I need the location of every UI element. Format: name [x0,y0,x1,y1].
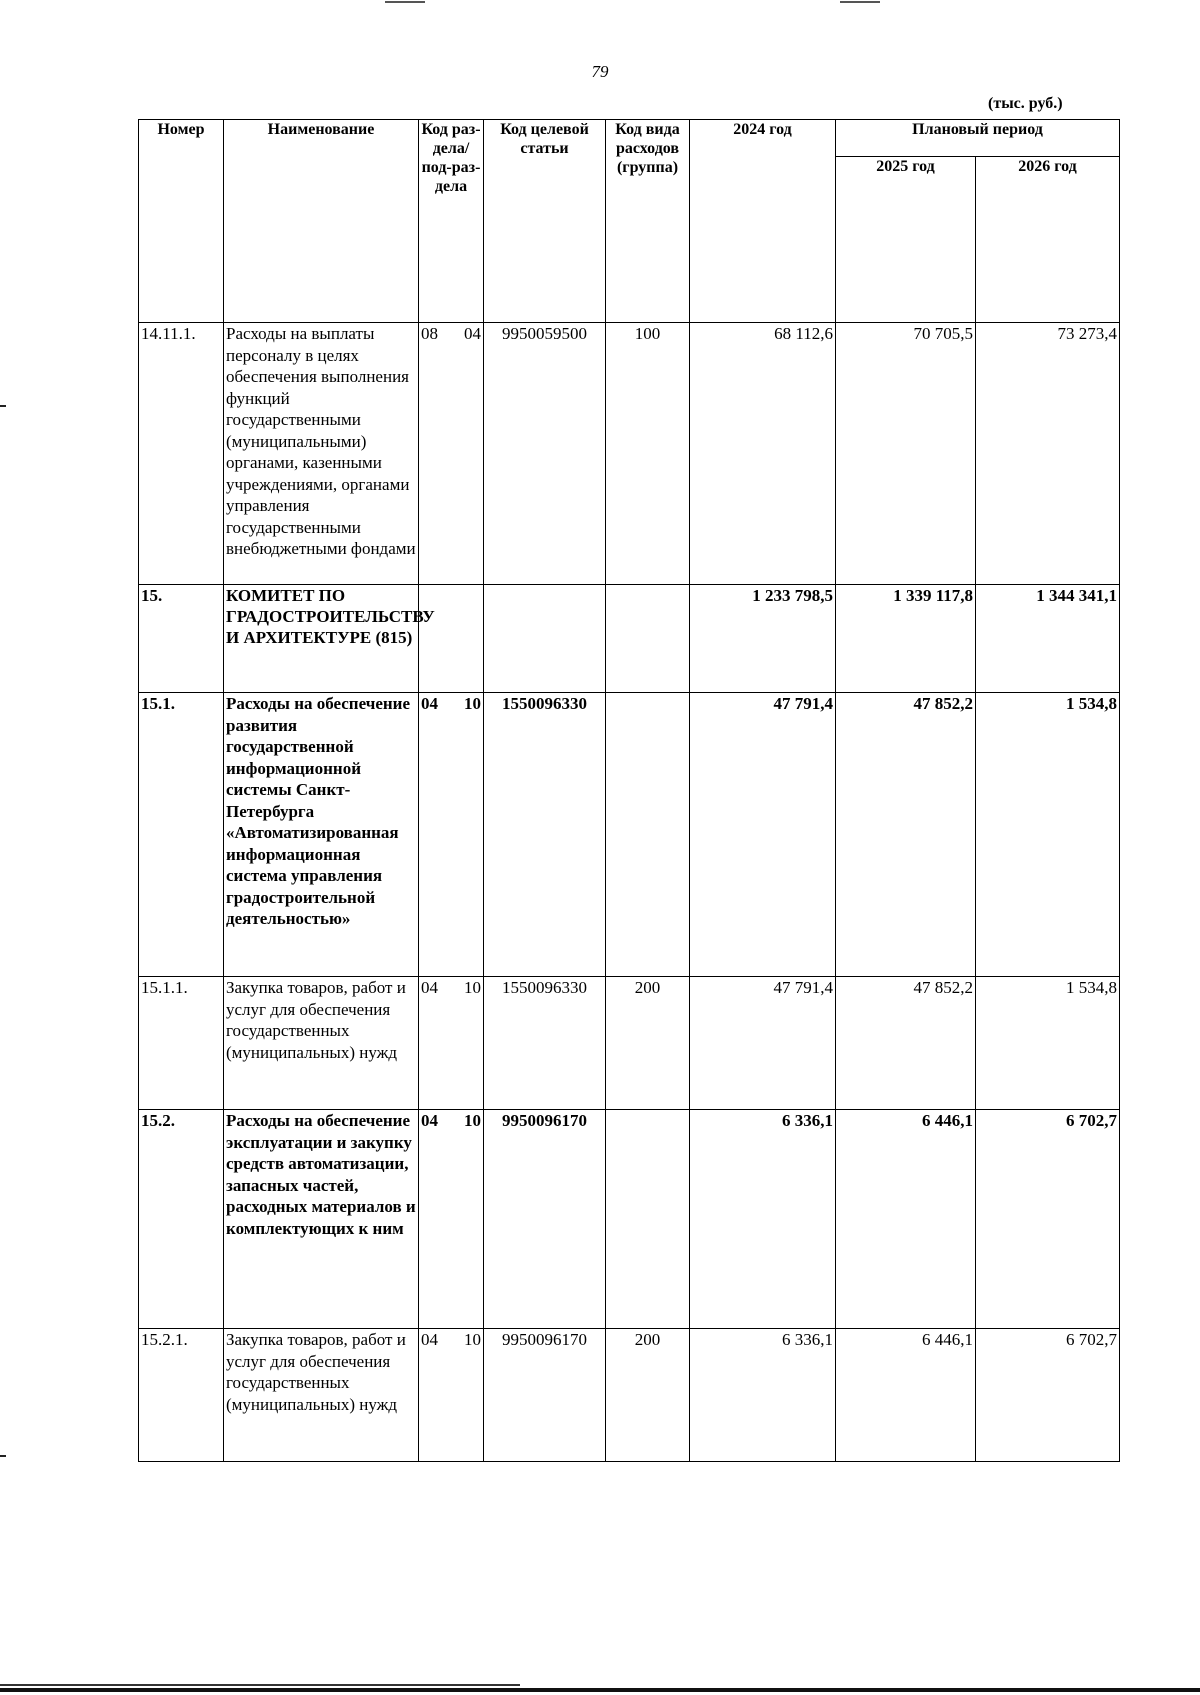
row-subsection: 10 [464,1330,481,1349]
header-row-1 [139,120,1120,157]
row-section: 08 [421,324,438,343]
header-year-2024: 2024 год [690,120,836,323]
row-value-2025: 70 705,5 [836,323,976,585]
row-value-2026: 1 534,8 [976,977,1120,1110]
row-section: 04 [421,1111,438,1130]
scan-edge-top [0,0,1200,6]
row-target-code [484,585,606,693]
row-target-code: 9950096170 [484,1110,606,1329]
row-section: 04 [421,694,438,713]
header-expense-type: Код вида расходов (группа) [606,120,690,323]
row-name: Расходы на обеспечение развития государственной информационной системы Санкт-Петербурга «Автоматизированная информационная система управления градостроительной деятельностью» [224,693,419,977]
row-section-code [419,1110,484,1329]
table-row [139,977,1120,1110]
row-expense-type [606,693,690,977]
row-name: Закупка товаров, работ и услуг для обеспечения государственных (муниципальных) нужд [224,1329,419,1462]
row-value-2026: 6 702,7 [976,1329,1120,1462]
row-value-2024: 47 791,4 [690,693,836,977]
row-subsection: 10 [464,978,481,997]
row-value-2025: 6 446,1 [836,1110,976,1329]
row-target-code: 9950096170 [484,1329,606,1462]
header-year-2026: 2026 год [976,157,1120,323]
row-expense-type: 200 [606,977,690,1110]
row-value-2025: 1 339 117,8 [836,585,976,693]
row-target-code: 1550096330 [484,693,606,977]
row-section-code [419,693,484,977]
row-value-2024: 68 112,6 [690,323,836,585]
header-section-code [419,120,484,323]
header-planned-period: Плановый период [836,120,1120,157]
page-number: 79 [591,62,609,81]
row-expense-type: 200 [606,1329,690,1462]
row-number: 14.11.1. [139,323,224,585]
row-value-2026: 6 702,7 [976,1110,1120,1329]
scan-edge-bottom [0,1688,1200,1692]
row-target-code: 1550096330 [484,977,606,1110]
row-value-2025: 6 446,1 [836,1329,976,1462]
scan-edge-bottom-thin [0,1684,520,1686]
table-row [139,585,1120,693]
row-value-2026: 1 344 341,1 [976,585,1120,693]
table-row [139,323,1120,585]
row-expense-type: 100 [606,323,690,585]
row-subsection: 10 [464,1111,481,1130]
header-number: Номер [139,120,224,323]
table-row [139,1110,1120,1329]
row-section: 04 [421,1330,438,1349]
row-section-code [419,323,484,585]
row-number: 15.2.1. [139,1329,224,1462]
row-number: 15. [139,585,224,693]
row-value-2024: 6 336,1 [690,1329,836,1462]
header-target-code: Код целевой статьи [484,120,606,323]
row-value-2024: 1 233 798,5 [690,585,836,693]
row-value-2024: 6 336,1 [690,1110,836,1329]
units-label: (тыс. руб.) [988,95,1063,112]
row-value-2026: 1 534,8 [976,693,1120,977]
table-row [139,693,1120,977]
row-number: 15.1.1. [139,977,224,1110]
row-name: Расходы на обеспечение эксплуатации и закупку средств автоматизации, запасных частей, расходных материалов и комплектующих к ним [224,1110,419,1329]
header-year-2025: 2025 год [836,157,976,323]
row-expense-type [606,585,690,693]
row-target-code: 9950059500 [484,323,606,585]
row-name: Расходы на выплаты персоналу в целях обеспечения выполнения функций государственными (муниципальными) органами, казенными учреждениями, органами управления государственными внебюджетными фондами [224,323,419,585]
row-subsection: 04 [464,324,481,343]
row-section-code [419,1329,484,1462]
row-section-code [419,977,484,1110]
budget-table [138,119,1120,1462]
row-value-2025: 47 852,2 [836,693,976,977]
row-subsection: 10 [464,694,481,713]
row-section-code [419,585,484,693]
row-name: Закупка товаров, работ и услуг для обеспечения государственных (муниципальных) нужд [224,977,419,1110]
row-number: 15.2. [139,1110,224,1329]
header-section-code-text: Код раз-дела/ под-раз-дела [421,121,481,195]
header-name: Наименование [224,120,419,323]
row-expense-type [606,1110,690,1329]
table-row [139,1329,1120,1462]
row-name: КОМИТЕТ ПО ГРАДОСТРОИТЕЛЬСТВУ И АРХИТЕКТУРЕ (815) [224,585,419,693]
row-value-2026: 73 273,4 [976,323,1120,585]
row-section: 04 [421,978,438,997]
row-value-2024: 47 791,4 [690,977,836,1110]
row-number: 15.1. [139,693,224,977]
row-value-2025: 47 852,2 [836,977,976,1110]
